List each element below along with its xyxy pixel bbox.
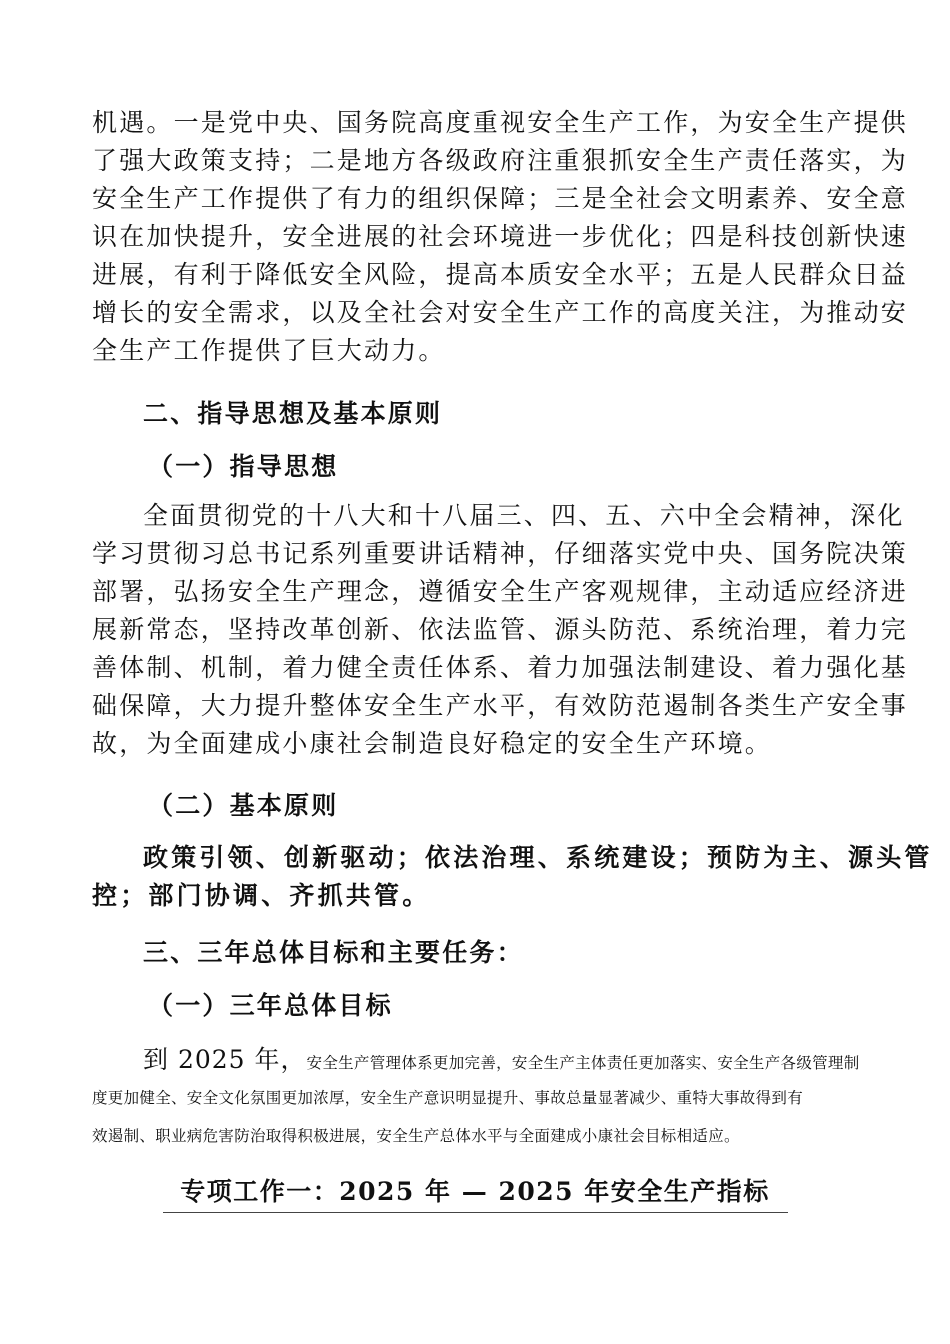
guiding-line: 学习贯彻习总书记系列重要讲话精神，仔细落实党中央、国务院决策	[92, 539, 909, 568]
principles-line: 政策引领、创新驱动；依法治理、系统建设；预防为主、源头管	[143, 843, 933, 872]
guiding-line: 全面贯彻党的十八大和十八届三、四、五、六中全会精神，深化	[143, 501, 905, 530]
target-lead: 到 2025 年，	[143, 1045, 307, 1074]
title-underline-divider	[163, 1212, 788, 1213]
section-heading-three-year-goals: 三、三年总体目标和主要任务：	[143, 938, 524, 967]
guiding-line: 展新常态，坚持改革创新、依法监管、源头防范、系统治理，着力完	[92, 615, 909, 644]
target-first-line	[143, 1040, 860, 1076]
guiding-line: 础保障，大力提升整体安全生产水平，有效防范遏制各类生产安全事	[92, 691, 909, 720]
target-line: 度更加健全、安全文化氛围更加浓厚，安全生产意识明显提升、事故总量显著减少、重特大事故得到有	[92, 1089, 804, 1107]
special-task-title: 专项工作一：2025 年 — 2025 年安全生产指标	[180, 1177, 770, 1206]
section-heading-guiding-principles: 二、指导思想及基本原则	[143, 399, 443, 428]
intro-line: 全生产工作提供了巨大动力。	[92, 336, 446, 365]
subheading-guiding-thought: （一）指导思想	[148, 452, 339, 481]
guiding-line: 故，为全面建成小康社会制造良好稳定的安全生产环境。	[92, 729, 773, 758]
target-line: 效遏制、职业病危害防治取得积极进展，安全生产总体水平与全面建成小康社会目标相适应。	[92, 1127, 740, 1145]
target-first-rest: 安全生产管理体系更加完善，安全生产主体责任更加落实、安全生产各级管理制	[306, 1054, 860, 1072]
guiding-line: 善体制、机制，着力健全责任体系、着力加强法制建设、着力强化基	[92, 653, 909, 682]
principles-line: 控；部门协调、齐抓共管。	[92, 881, 431, 910]
intro-line: 增长的安全需求，以及全社会对安全生产工作的高度关注，为推动安	[92, 298, 909, 327]
intro-line: 安全生产工作提供了有力的组织保障；三是全社会文明素养、安全意	[92, 184, 909, 213]
subheading-overall-goal: （一）三年总体目标	[148, 991, 393, 1020]
guiding-line: 部署，弘扬安全生产理念，遵循安全生产客观规律，主动适应经济进	[92, 577, 909, 606]
intro-line: 了强大政策支持；二是地方各级政府注重狠抓安全生产责任落实，为	[92, 146, 909, 175]
intro-line: 识在加快提升，安全进展的社会环境进一步优化；四是科技创新快速	[92, 222, 909, 251]
intro-line: 机遇。一是党中央、国务院高度重视安全生产工作，为安全生产提供	[92, 108, 909, 137]
subheading-basic-principles: （二）基本原则	[148, 791, 339, 820]
intro-line: 进展，有利于降低安全风险，提高本质安全水平；五是人民群众日益	[92, 260, 909, 289]
